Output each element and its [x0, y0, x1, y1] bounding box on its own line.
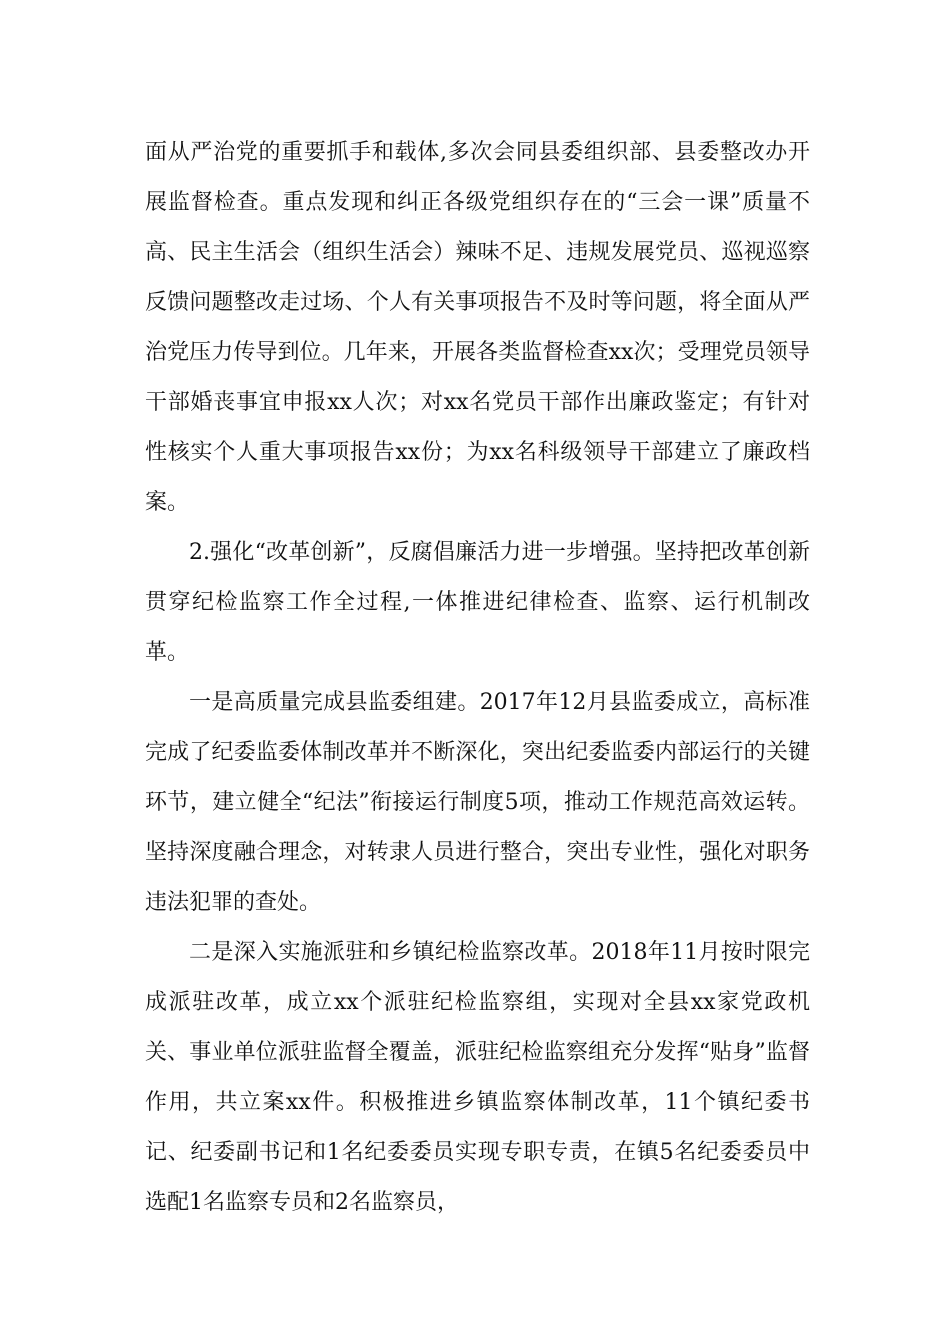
paragraph-continuation: 面从严治党的重要抓手和载体,多次会同县委组织部、县委整改办开展监督检查。重点发现和纠正各级党组织存在的“三会一课”质量不高、民主生活会（组织生活会）辣味不足、违规发展党员、巡视巡察反馈问题整改走过场、个人有关事项报告不及时等问题，将全面从严治党压力传导到位。几年来，开展各类监督检查xx次；受理党员领导干部婚丧事宜申报xx人次；对xx名党员干部作出廉政鉴定；有针对性核实个人重大事项报告xx份；为xx名科级领导干部建立了廉政档案。: [145, 140, 810, 515]
paragraph-dispatched-reform: 二是深入实施派驻和乡镇纪检监察改革。2018年11月按时限完成派驻改革，成立xx个派驻纪检监察组，实现对全县xx家党政机关、事业单位派驻监督全覆盖，派驻纪检监察组充分发挥“贴身”监督作用，共立案xx件。积极推进乡镇监察体制改革，11个镇纪委书记、纪委副书记和1名纪委委员实现专职专责，在镇5名纪委委员中选配1名监察专员和2名监察员，: [145, 940, 810, 1215]
document-body: [145, 128, 810, 1228]
paragraph-reform-innovation: 2.强化“改革创新”，反腐倡廉活力进一步增强。坚持把改革创新贯穿纪检监察工作全过程,一体推进纪律检查、监察、运行机制改革。: [145, 540, 810, 665]
paragraph-county-supervision-committee: 一是高质量完成县监委组建。2017年12月县监委成立，高标准完成了纪委监委体制改革并不断深化，突出纪委监委内部运行的关键环节，建立健全“纪法”衔接运行制度5项，推动工作规范高效运转。坚持深度融合理念，对转隶人员进行整合，突出专业性，强化对职务违法犯罪的查处。: [145, 690, 810, 915]
